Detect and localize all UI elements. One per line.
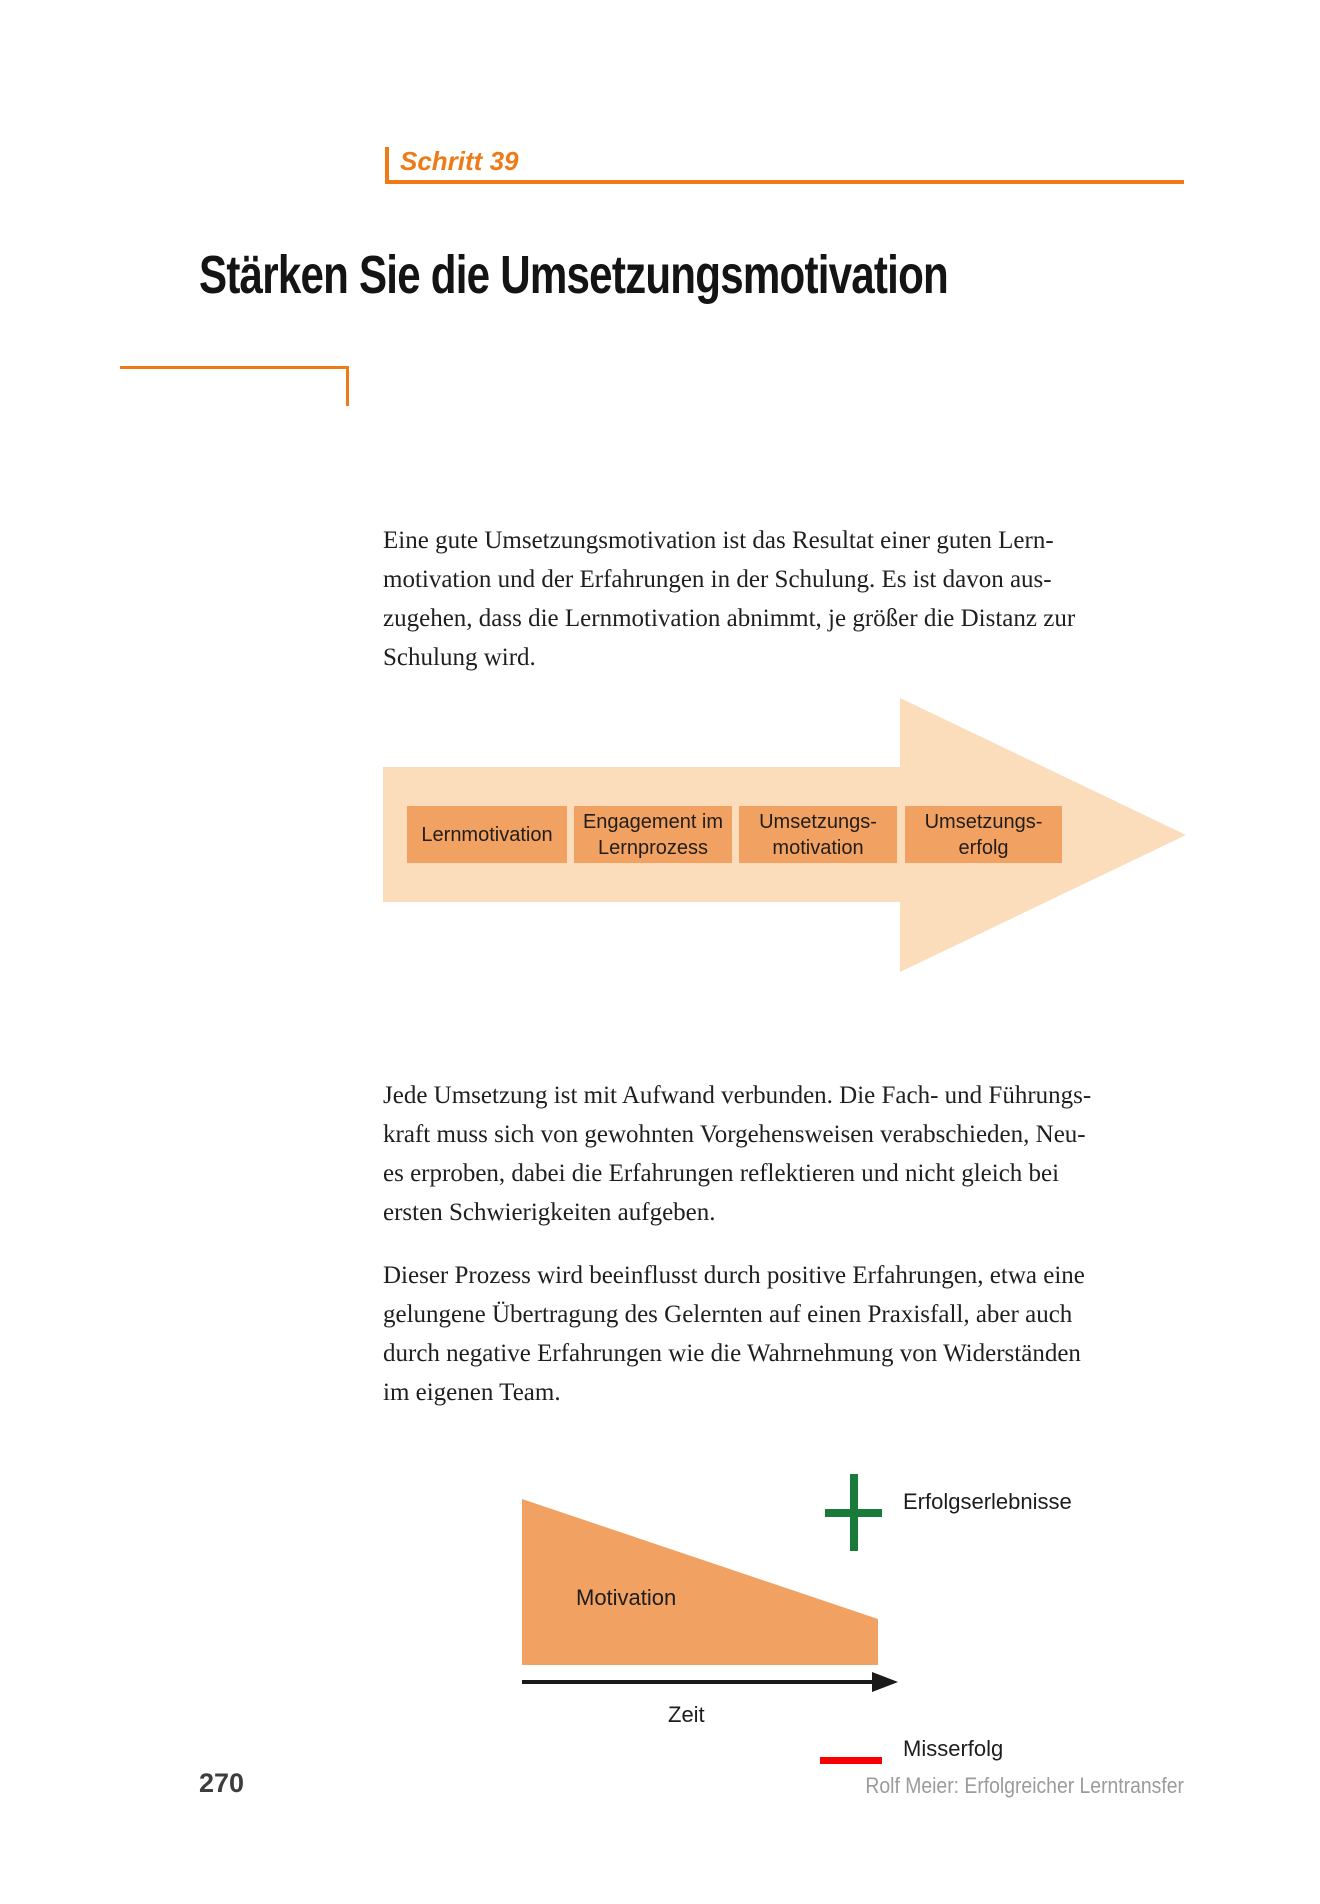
text-line: Eine gute Umsetzungsmotivation ist das Resultat einer guten Lern- xyxy=(383,527,1054,554)
text-line: es erproben, dabei die Erfahrungen reflektieren und nicht gleich bei xyxy=(383,1160,1060,1187)
text-line: Dieser Prozess wird beeinflusst durch positive Erfahrungen, etwa eine xyxy=(383,1262,1085,1289)
corner-bracket-horizontal xyxy=(120,366,349,369)
time-axis-arrowhead xyxy=(872,1672,898,1692)
text-line: im eigenen Team. xyxy=(383,1379,561,1406)
stage-box-umsetzungserfolg xyxy=(905,806,1062,863)
page-title: Stärken Sie die Umsetzungsmotivation xyxy=(199,245,948,305)
running-title: Rolf Meier: Erfolgreicher Lerntransfer xyxy=(865,1773,1184,1798)
minus-icon xyxy=(820,1757,882,1764)
text-line: motivation und der Erfahrungen in der Schulung. Es ist davon aus- xyxy=(383,566,1052,593)
stage-box-label: Umsetzungs- xyxy=(759,810,877,833)
motivation-wedge xyxy=(522,1499,878,1665)
paragraph-3 xyxy=(383,1256,1198,1412)
stage-box-label: motivation xyxy=(772,836,864,859)
text-line: zugehen, dass die Lernmotivation abnimmt, je größer die Distanz zur xyxy=(383,605,1076,632)
time-axis-label: Zeit xyxy=(668,1702,705,1727)
plus-icon xyxy=(825,1509,882,1517)
corner-bracket-vertical xyxy=(346,366,349,406)
stage-box-label: Lernprozess xyxy=(597,836,709,859)
page-number: 270 xyxy=(199,1768,245,1798)
kicker-accent-bar xyxy=(385,147,389,181)
text-line: ersten Schwierigkeiten aufgeben. xyxy=(383,1199,716,1226)
text-line: Schulung wird. xyxy=(383,644,536,671)
stage-box-lernmotivation xyxy=(407,806,567,863)
header-rule xyxy=(385,180,1184,184)
kicker: Schritt 39 xyxy=(400,146,519,176)
text-line: durch negative Erfahrungen wie die Wahrnehmung von Widerständen xyxy=(383,1340,1081,1367)
text-line: gelungene Übertragung des Gelernten auf einen Praxisfall, aber auch xyxy=(383,1301,1073,1328)
text-line: kraft muss sich von gewohnten Vorgehensweisen verabschieden, Neu- xyxy=(383,1121,1086,1148)
stage-box-label: Engagement im xyxy=(582,810,724,833)
stage-box-umsetzungsmotivation xyxy=(739,806,897,863)
stage-box-label: erfolg xyxy=(958,836,1009,859)
text-line: Jede Umsetzung ist mit Aufwand verbunden. Die Fach- und Führungs- xyxy=(383,1082,1092,1109)
motivation-area-label: Motivation xyxy=(576,1585,677,1610)
failure-label: Misserfolg xyxy=(903,1736,1004,1761)
stage-box-engagement xyxy=(574,806,732,863)
stage-box-label: Lernmotivation xyxy=(421,823,553,846)
paragraph-2 xyxy=(383,1076,1198,1232)
success-label: Erfolgserlebnisse xyxy=(903,1489,1072,1514)
stage-box-label: Umsetzungs- xyxy=(924,810,1043,833)
paragraph-1 xyxy=(383,521,1198,677)
